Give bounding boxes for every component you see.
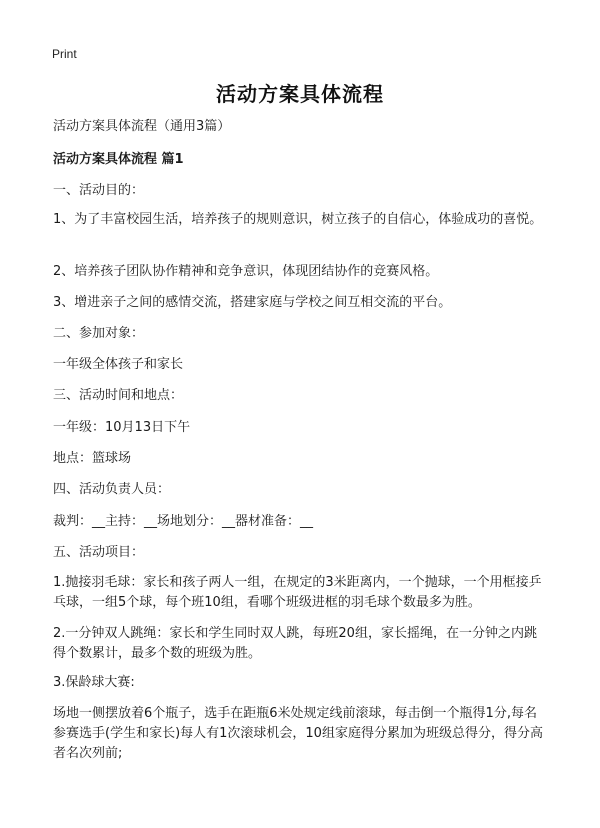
- activity-item-3-heading: 3.保龄球大赛:: [53, 675, 135, 690]
- purpose-item-2: 2、培养孩子团队协作精神和竞争意识，体现团结协作的竞赛风格。: [53, 264, 439, 279]
- participants-heading: 二、参加对象：: [53, 326, 145, 341]
- place-text: 地点：篮球场: [53, 451, 132, 466]
- document-title: 活动方案具体流程: [216, 82, 384, 106]
- staff-heading: 四、活动负责人员：: [53, 482, 171, 497]
- participants-text: 一年级全体孩子和家长: [53, 357, 184, 372]
- activity-item-3-body: 场地一侧摆放着6个瓶子，选手在距瓶6米处规定线前滚球，每击倒一个瓶得1分,每名参赛选手(学生和家长)每人有1次滚球机会，10组家庭得分累加为班级总得分，得分高者名次列前;: [53, 706, 543, 761]
- print-label: Print: [52, 47, 77, 61]
- purpose-item-1: 1、为了丰富校园生活，培养孩子的规则意识，树立孩子的自信心，体验成功的喜悦。: [53, 212, 543, 227]
- document-subtitle: 活动方案具体流程（通用3篇）: [53, 119, 231, 134]
- time-text: 一年级：10月13日下午: [53, 420, 191, 435]
- staff-text: 裁判：__主持：__场地划分：__器材准备：__: [53, 514, 314, 529]
- purpose-item-3: 3、增进亲子之间的感情交流，搭建家庭与学校之间互相交流的平台。: [53, 295, 452, 310]
- time-place-heading: 三、活动时间和地点：: [53, 388, 184, 403]
- activity-item-2: 2.一分钟双人跳绳：家长和学生同时双人跳，每班20组，家长摇绳，在一分钟之内跳得个数累计，最多个数的班级为胜。: [53, 626, 537, 661]
- activity-item-1: 1.抛接羽毛球：家长和孩子两人一组，在规定的3米距离内，一个抛球，一个用框接乒乓球，一组5个球，每个班10组，看哪个班级进框的羽毛球个数最多为胜。: [53, 575, 542, 610]
- items-heading: 五、活动项目：: [53, 545, 145, 560]
- section-heading: 活动方案具体流程 篇1: [53, 152, 184, 167]
- purpose-heading: 一、活动目的：: [53, 183, 145, 198]
